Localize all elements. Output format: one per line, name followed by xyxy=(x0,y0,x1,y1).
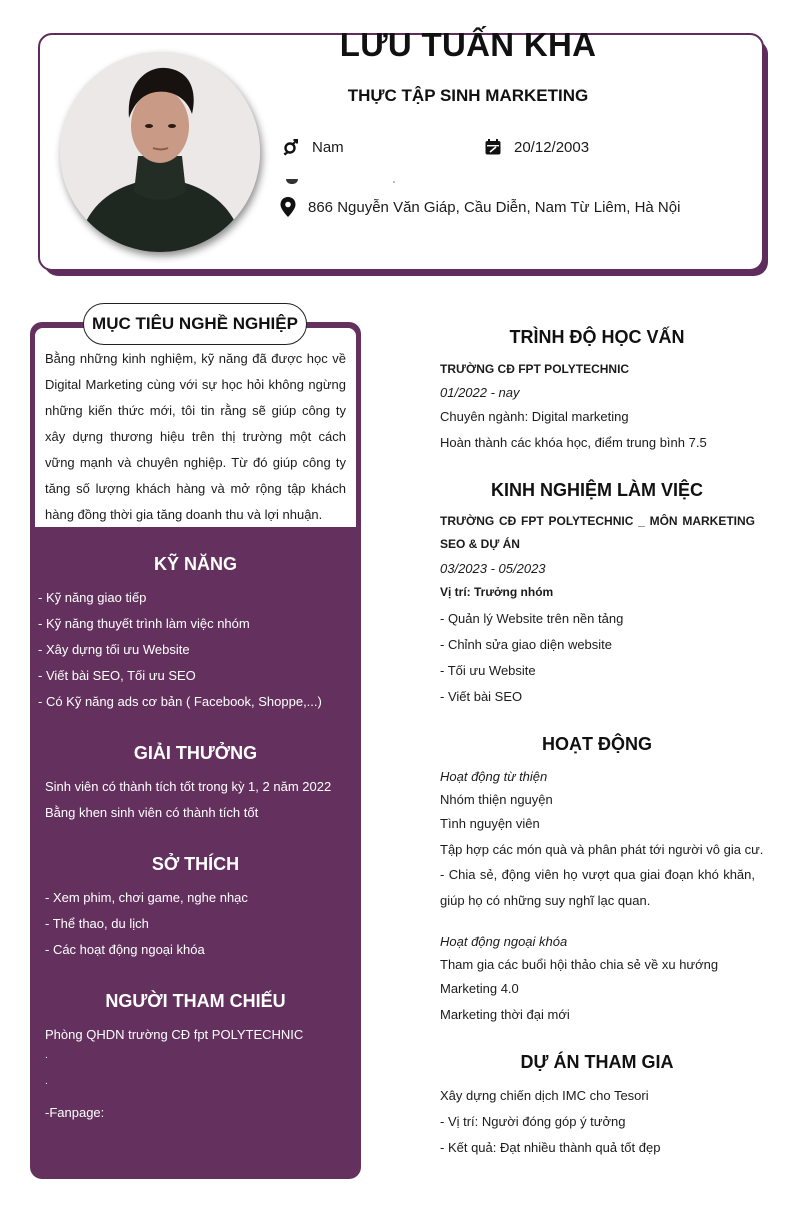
objective-text: Bằng những kinh nghiệm, kỹ năng đã được học về Digital Marketing cùng với sự học hỏi không ngừng những kiến thức mới, tôi tin rằng sẽ giúp công ty xây dựng thương hiệu trên thị trường một cách vững mạnh và chuyên nghiệp. Từ đó giúp công ty tăng số lượng khách hàng và mở rộng tập khách hàng đồng thời gia tăng doanh thu và lợi nhuận. xyxy=(45,351,346,522)
award-item: Sinh viên có thành tích tốt trong kỳ 1, 2 năm 2022 xyxy=(45,779,332,794)
gender-row xyxy=(282,138,344,156)
skills-title: KỸ NĂNG xyxy=(153,554,237,574)
hidden-contact-mark xyxy=(393,181,395,183)
education-school: TRƯỜNG CĐ FPT POLYTECHNIC xyxy=(440,362,630,376)
location-pin-icon xyxy=(280,197,296,217)
extracurricular-line: Tham gia các buổi hội thảo chia sẻ về xu hướng xyxy=(440,957,719,972)
extracurricular-heading: Hoạt động ngoại khóa xyxy=(440,934,568,949)
charity-line: Tập hợp các món quà và phân phát tới người vô gia cư. xyxy=(440,842,764,857)
education-major: Chuyên ngành: Digital marketing xyxy=(440,409,629,424)
avatar xyxy=(60,52,260,252)
address-value: 866 Nguyễn Văn Giáp, Cầu Diễn, Nam Từ Liêm, Hà Nội xyxy=(308,198,681,216)
hobbies-title: SỞ THÍCH xyxy=(151,854,240,874)
dob-value: 20/12/2003 xyxy=(514,138,590,156)
skill-item: - Xây dựng tối ưu Website xyxy=(38,642,190,657)
education-period: 01/2022 - nay xyxy=(440,385,520,400)
avatar-photo xyxy=(60,52,260,252)
education-title: TRÌNH ĐỘ HỌC VẤN xyxy=(509,327,685,347)
charity-line: Nhóm thiện nguyện xyxy=(440,792,553,807)
award-item: Bằng khen sinh viên có thành tích tốt xyxy=(45,805,259,820)
address-row xyxy=(280,197,680,217)
hobby-item: - Xem phim, chơi game, nghe nhạc xyxy=(45,890,248,905)
education-result: Hoàn thành các khóa học, điểm trung bình 7.5 xyxy=(440,435,707,450)
project-line: - Kết quả: Đạt nhiều thành quả tốt đẹp xyxy=(440,1140,661,1155)
profile-header xyxy=(38,33,764,271)
charity-line: - Chia sẻ, động viên họ vượt qua giai đoạn khó khăn, giúp họ có những suy nghĩ lạc quan. xyxy=(440,867,755,908)
experience-item: - Quản lý Website trên nền tảng xyxy=(440,611,624,626)
awards-title: GIẢI THƯỞNG xyxy=(133,743,258,763)
charity-heading: Hoạt động từ thiện xyxy=(440,769,548,784)
extracurricular-line: Marketing thời đại mới xyxy=(440,1007,570,1022)
project-line: - Vị trí: Người đóng góp ý tưởng xyxy=(440,1114,626,1129)
experience-org: TRƯỜNG CĐ FPT POLYTECHNIC _ MÔN MARKETING SEO & DỰ ÁN xyxy=(440,514,755,551)
experience-item: - Chỉnh sửa giao diện website xyxy=(440,637,613,652)
skill-item: - Có Kỹ năng ads cơ bản ( Facebook, Shoppe,...) xyxy=(38,694,322,709)
projects-title: DỰ ÁN THAM GIA xyxy=(520,1052,674,1072)
hobby-item: - Thể thao, du lịch xyxy=(45,916,149,931)
charity-line: Tình nguyện viên xyxy=(440,816,540,831)
references-title: NGƯỜI THAM CHIẾU xyxy=(105,991,286,1011)
experience-position: Vị trí: Trưởng nhóm xyxy=(440,585,554,599)
experience-period: 03/2023 - 05/2023 xyxy=(440,561,546,576)
gender-icon xyxy=(282,138,300,156)
project-line: Xây dựng chiến dịch IMC cho Tesori xyxy=(440,1088,649,1103)
experience-title: KINH NGHIỆM LÀM VIỆC xyxy=(490,480,703,500)
skill-item: - Kỹ năng giao tiếp xyxy=(38,590,147,605)
calendar-icon xyxy=(484,138,502,156)
reference-item: . xyxy=(45,1050,48,1061)
experience-item: - Viết bài SEO xyxy=(440,689,523,704)
dob-row xyxy=(484,138,589,156)
skill-item: - Viết bài SEO, Tối ưu SEO xyxy=(38,668,196,683)
extracurricular-line: Marketing 4.0 xyxy=(440,981,519,996)
reference-fanpage: -Fanpage: xyxy=(45,1105,105,1120)
job-title: THỰC TẬP SINH MARKETING xyxy=(347,86,589,105)
reference-item: . xyxy=(45,1076,48,1087)
hobby-item: - Các hoạt động ngoại khóa xyxy=(45,942,205,957)
activities-title: HOẠT ĐỘNG xyxy=(542,734,652,754)
gender-value: Nam xyxy=(312,138,344,156)
reference-item: Phòng QHDN trường CĐ fpt POLYTECHNIC xyxy=(45,1027,304,1042)
experience-item: - Tối ưu Website xyxy=(440,663,536,678)
candidate-name: LƯU TUẤN KHA xyxy=(339,26,597,63)
objective-title: MỤC TIÊU NGHỀ NGHIỆP xyxy=(83,303,307,345)
skill-item: - Kỹ năng thuyết trình làm việc nhóm xyxy=(38,616,250,631)
